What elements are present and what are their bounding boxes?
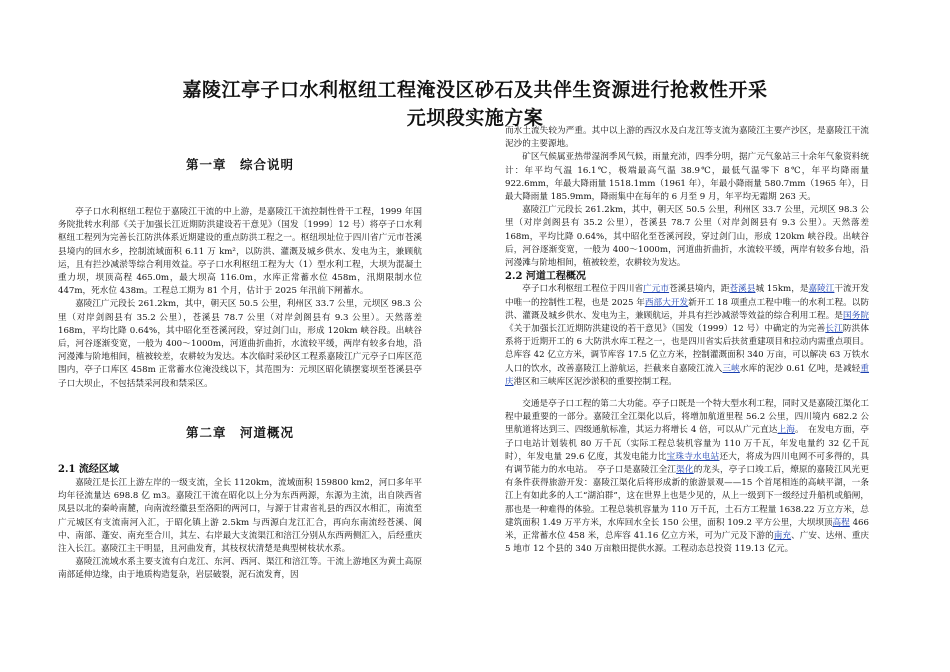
chapter-1-heading: 第一章 综合说明 [185,157,294,172]
text-run: 干流开发中唯一的控制性工程，也是 2025 年 [505,284,869,308]
link-elevation[interactable]: 高程 [832,517,850,528]
text-run: 城 15km，是 [755,284,809,295]
paragraph-links [505,283,869,389]
text-run: 交通是亭子口工程的第二大功能。亭子口既是一个特大型水利工程，同时又是嘉陵江渠化工程中最重要的一部分。嘉陵江全江渠化以后，将增加航道里程 56.2 公里，四川境内 682.2 公里航道将达到三、四级通航标准，其运力将增长 4 倍，可以从广元直达 [505,399,869,436]
paragraph: 嘉陵江广元段长 261.2km，其中，朝天区 50.5 公里，利州区 33.7 公里，元坝区 98.3 公里（对岸剑阁县有 35.2 公里），苍溪县 78.7 公里（对岸剑阁县有 9.3 公里）。天然落差 168m，平均比降 0.64%，其中昭化至苍溪河段，穿过剑门山，形成 120km 峡谷段。出峡谷后，河谷逐渐变宽，一般为 400～1000m，河道曲折曲折，水流较平缓，两岸有较多台地，沿河漫滩与阶地相间，植被较差，农耕较为发达。本次临时采砂区工程系嘉陵江广元亭子口库区范围内，亭子口库区 458m 正常蓄水位淹没线以下，其范围为：元坝区昭化镇摆宴坝至苍溪县亭子口大坝止，不包括禁采河段和禁采区。 [58,299,422,389]
text-run: 水库的泥沙 0.61 亿吨，是减轻 [739,363,861,374]
text-run: 亭子口水利枢纽工程位于四川省 [522,284,644,295]
text-run: 的龙头，亭子口竣工后，燎原的嘉陵江风光更有条件获得旅游开发：嘉陵江渠化后将形成新的旅游景观——15 个首尾相连的高峡平湖，一条江上有如此多的人工“湖泊群”，这在世界上也是少见的，从上一级到下一级经过升船机或船闸，那也是一种难得的体验。工程总装机容量为 110 万千瓦，土石方工程量 1638.22 万立方米，总建筑面积 1.49 万平方米，水库回水全长 150 公里，面积 109.2 平方公里，大坝坝顶 [505,465,869,528]
chapter-2-heading: 第二章 河道概况 [185,425,294,440]
link-baozhusi-hydropower[interactable]: 宝珠寺水电站 [666,451,720,462]
section-2-2-heading: 2.2 河道工程概况 [505,271,586,283]
link-guangyuan[interactable]: 广元市 [643,284,670,295]
link-nanchong[interactable]: 南充 [773,531,792,542]
link-changjiang[interactable]: 长江 [825,324,843,335]
paragraph: 而水土流失较为严重。其中以上游的西汉水及白龙江等支流为嘉陵江主要产沙区，是嘉陵江干流泥沙的主要源地。 [505,126,869,150]
link-western-development[interactable]: 西部大开发 [644,297,689,308]
paragraph: 矿区气候属亚热带湿润季风气候，雨量充沛，四季分明，据广元气象站三十余年气象资料统计：年平均气温 16.1℃，极端最高气温 38.9℃，最低气温零下 8℃，年平均降雨量 922.6mm，年最大降雨量 1518.1mm（1961 年），年最小降雨量 580.7mm（1965 年），日最大降雨量 185.9mm，降雨集中在每年的 6 月至 9 月，年平均无霜期 263 天。 [505,152,869,203]
text-run: 新开工 18 项重点工程中唯一的水利工程。以防洪、灌溉及城乡供水、发电为主，兼顾航运，并具有拦沙减淤等效益的综合利用工程。是 [505,297,869,321]
link-state-council[interactable]: 国务院 [843,310,869,321]
paragraph: 嘉陵江流域水系主要支流有白龙江、东河、西河、渠江和涪江等。干流上游地区为黄土高原南部延伸边缘，由于地质构造复杂，岩层破裂，泥石流发育，因 [58,557,422,581]
section-2-1-heading: 2.1 流经区域 [58,464,119,475]
paragraph: 嘉陵江广元段长 261.2km，其中，朝天区 50.5 公里，利州区 33.7 公里，元坝区 98.3 公里（对岸剑阁县有 35.2 公里），苍溪县 78.7 公里（对岸剑阁县有 9.3 公里）。天然落差 168m，平均比降 0.64%，其中昭化至苍溪河段，穿过剑门山，形成 120km 峡谷段。出峡谷后，河谷逐渐变宽，一般为 400～1000m，河道曲折曲折，水流较平缓，两岸有较多台地，沿河漫滩与阶地相间，植被较差，农耕较为发达。 [505,205,869,269]
spacer [505,389,869,398]
link-canalization[interactable]: 渠化 [676,465,694,476]
title-line-1: 嘉陵江亭子口水利枢纽工程淹没区砂石及共伴生资源进行抢救性开采 [182,79,768,101]
paragraph-links [505,398,869,556]
text-run: 防洪体系将于近期开工的 6 大防洪水库工程之一，也是四川省实后扶贫重建项目和拉动内需重点项目。总库容 42 亿立方米，调节库容 17.5 亿立方米，控制灌溉面积 340 万亩，可以解决 63 万铁水人口的饮水，改善嘉陵江上游航运，拦截来自嘉陵江流入 [505,324,869,374]
text-run: 《关于加强长江近期防洪建设的若干意见》（国发（1999）12 号）中确定的为完善 [505,324,826,335]
text-run: 还大，将成为四川电网不可多得的，具有调节能力的水电站。 亭子口是嘉陵江全江 [505,451,869,476]
text-run: 苍溪县境内，距 [669,284,730,295]
link-cangxi[interactable]: 苍溪县 [729,284,756,295]
title-line-2: 元坝段实施方案 [406,107,544,129]
chapter-1-body [58,206,422,391]
text-run: 。 在发电方面，亭子口电站计划装机 80 万千瓦（实际工程总装机容量为 110 万千瓦，年发电量约 32 亿千瓦时），年发电量 29.6 亿度，其发电能力比 [505,425,869,462]
section-2-1-body [58,477,422,583]
link-shanghai[interactable]: 上海 [777,425,795,436]
link-chongqing[interactable]: 重庆 [505,363,869,387]
link-three-gorges[interactable]: 三峡 [722,363,740,374]
paragraph: 嘉陵江是长江上游左岸的一级支流，全长 1120km，流域面积 159800 km2，河口多年平均年径流量达 698.8 亿 m3。嘉陵江干流在昭化以上分为东西两源，东源为主流，出自陕西省凤县以北的秦岭南麓，向南流经徽县至洛阳的两河口，与源于甘肃省礼县的西汉水相汇，南流至广元城区有支流南河入汇，于昭化镇上游 2.5km 与西源白龙江汇合，再向东南流经苍溪、阆中、南部、蓬安、南充至合川，其左、右岸最大支流渠江和涪江分别从东西两侧汇入，后经重庆注入长江。嘉陵江主干明显，且河曲发育，其枝杈状清楚是典型树枝状水系。 [58,478,422,555]
text-run: 466 米，正常蓄水位 458 米，总库容 41.16 亿立方米，可为广元及下游的 [505,517,869,542]
document-title [0,76,950,132]
text-run: 、广安、达州、重庆 5 地市 12 个县的 340 万亩粮田提供水源。工程动态总投资 119.13 亿元。 [505,531,869,555]
paragraph: 亭子口水利枢纽工程位于嘉陵江干流的中上游，是嘉陵江干流控制性骨干工程，1999 年国务院批转水利部《关于加强长江近期防洪建设若干意见》（国发〔1999〕12 号）将亭子口水利枢纽工程列为完善长江防洪体系近期建设的重点防洪工程之一。枢纽坝址位于四川省广元市苍溪县境内的回水乡，控制流域面积 6.11 万 km²，以防洪、灌溉及城乡供水、发电为主，兼顾航运，且有拦沙减淤等综合利用效益。亭子口水利枢纽工程为大（1）型水利工程，大坝为混凝土重力坝，坝顶高程 465.0m，最大坝高 116.0m，水库正常蓄水位 458m，汛期限制水位 447m，死水位 438m。工程总工期为 81 个月，估计于 2025 年汛前下闸蓄水。 [58,207,422,297]
link-jialingjiang[interactable]: 嘉陵江 [808,284,835,295]
text-run: 港区和三峡库区泥沙淤积的重要控制工程。 [513,376,677,387]
right-column-body [505,125,869,557]
